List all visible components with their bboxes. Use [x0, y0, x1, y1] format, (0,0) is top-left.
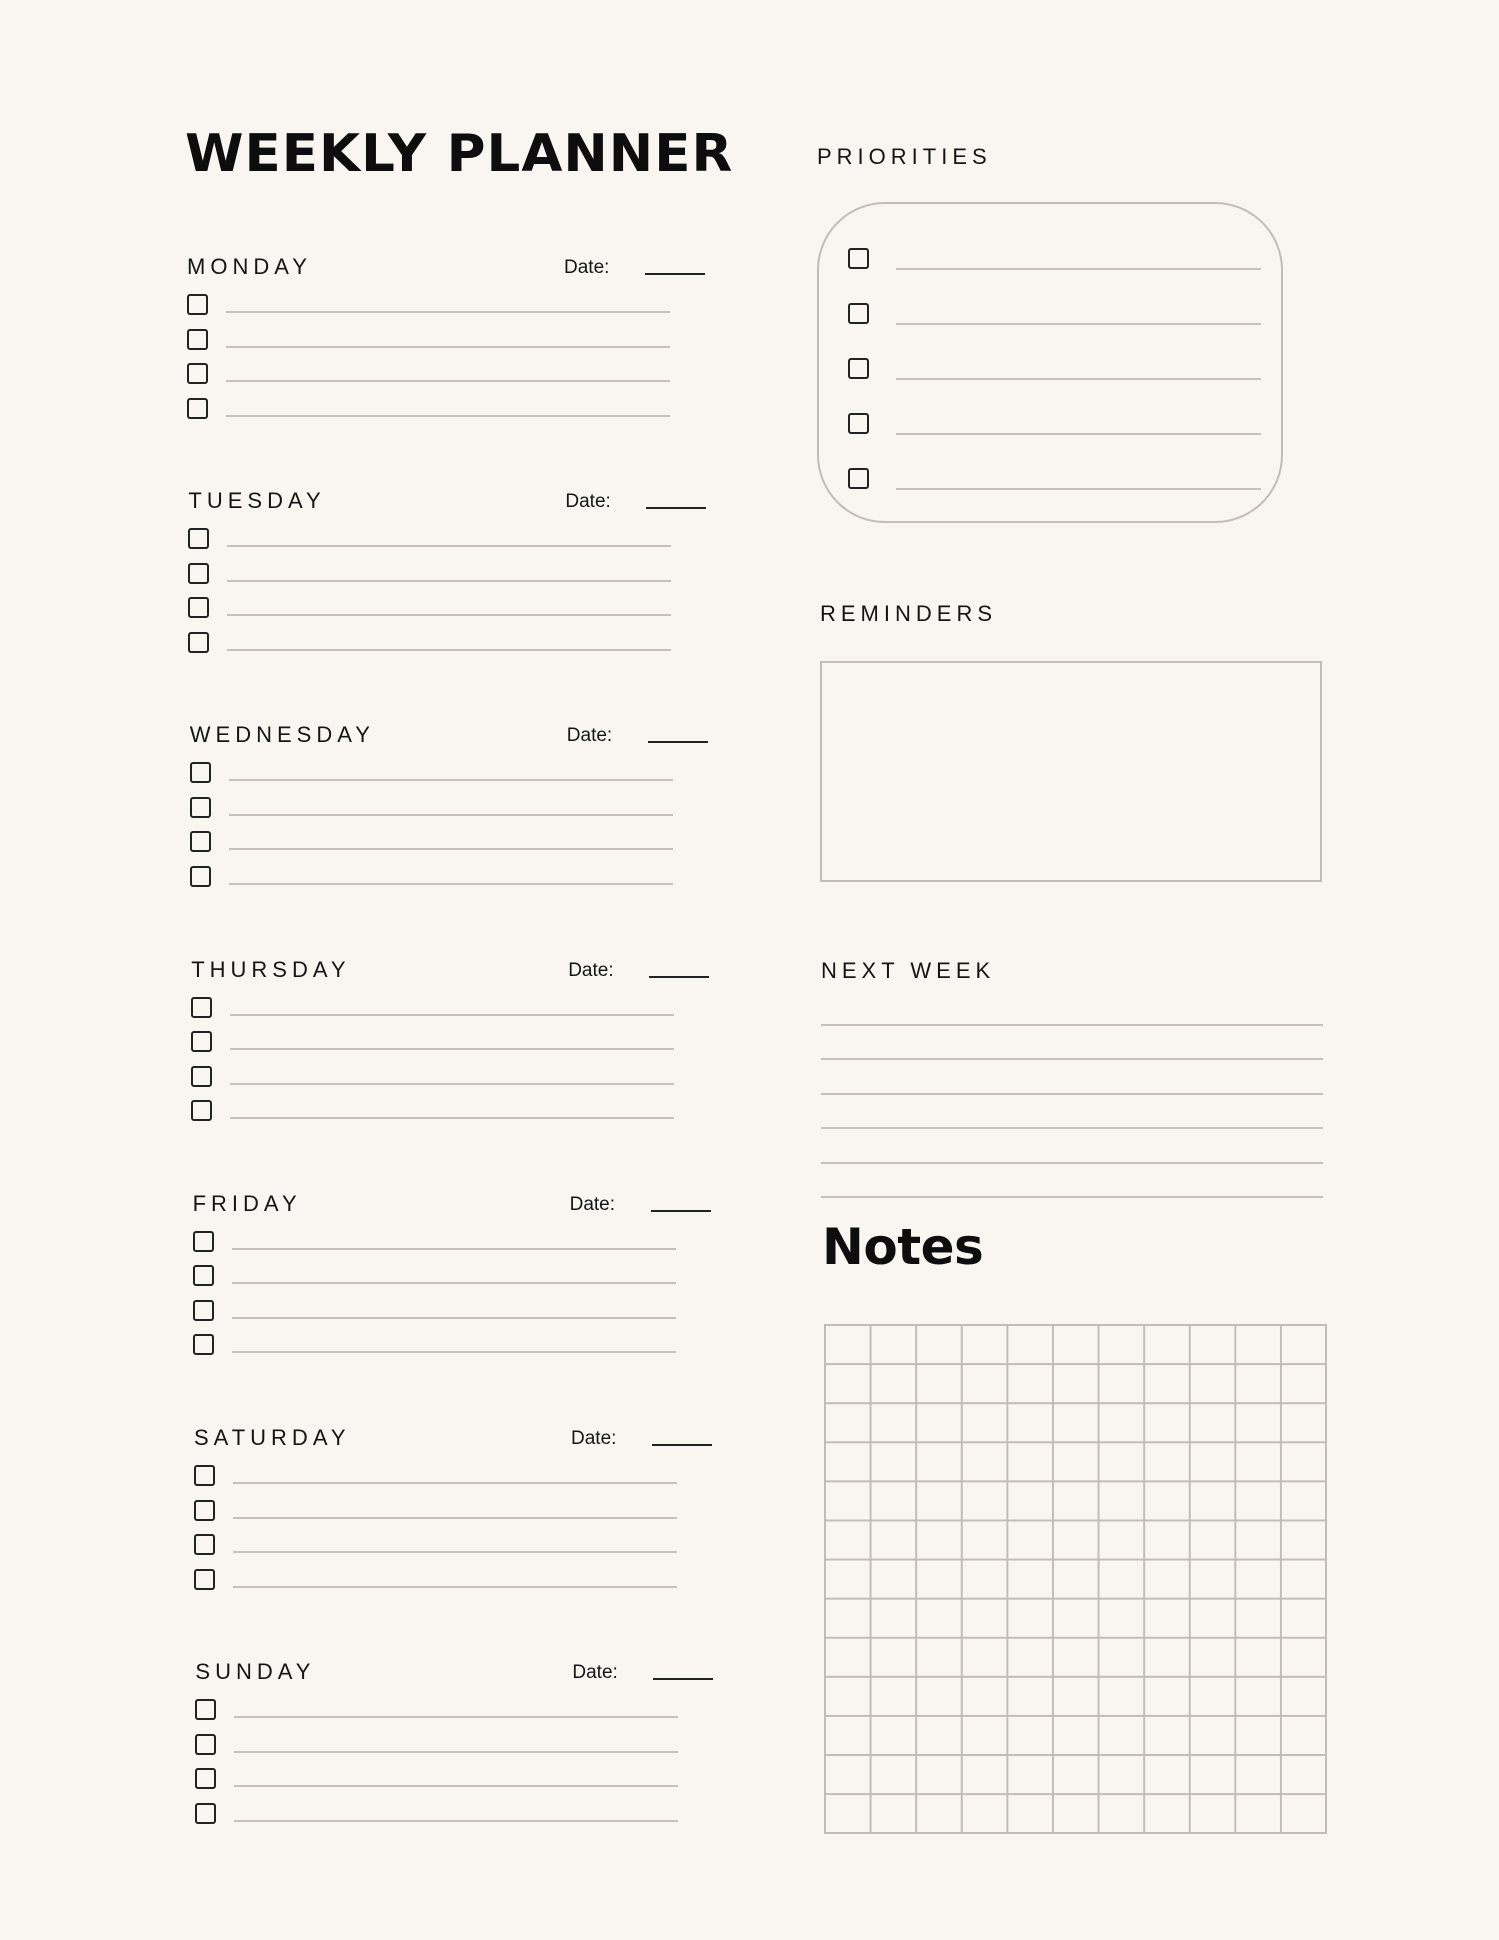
task-checkbox[interactable] — [195, 1803, 216, 1824]
task-checkbox[interactable] — [193, 1334, 214, 1355]
task-checkbox[interactable] — [187, 294, 208, 315]
task-checkbox[interactable] — [194, 1534, 215, 1555]
day-label: MONDAY — [187, 254, 312, 279]
date-field[interactable] — [649, 976, 709, 978]
task-line[interactable] — [227, 649, 671, 651]
task-checkbox[interactable] — [188, 528, 209, 549]
task-checkbox[interactable] — [193, 1231, 214, 1252]
day-label: WEDNESDAY — [189, 722, 375, 748]
date-label: Date: — [564, 257, 610, 278]
task-checkbox[interactable] — [195, 1734, 216, 1755]
date-field[interactable] — [653, 1678, 713, 1680]
priority-checkbox[interactable] — [848, 358, 869, 379]
task-line[interactable] — [233, 1551, 677, 1553]
next-week-heading: NEXT WEEK — [821, 958, 996, 983]
task-line[interactable] — [229, 848, 673, 850]
date-field[interactable] — [648, 741, 708, 743]
task-checkbox[interactable] — [188, 563, 209, 584]
date-label: Date: — [572, 1662, 618, 1684]
priority-checkbox[interactable] — [848, 248, 869, 269]
task-checkbox[interactable] — [195, 1768, 216, 1789]
priority-line[interactable] — [896, 488, 1261, 490]
day-label: SATURDAY — [194, 1425, 351, 1450]
next-week-line[interactable] — [821, 1058, 1323, 1060]
reminders-box[interactable] — [820, 661, 1322, 882]
task-line[interactable] — [230, 1083, 674, 1085]
priorities-box — [817, 202, 1283, 523]
task-line[interactable] — [233, 1586, 677, 1588]
reminders-heading: REMINDERS — [820, 601, 998, 626]
next-week-line[interactable] — [821, 1127, 1323, 1129]
task-line[interactable] — [233, 1517, 677, 1519]
task-line[interactable] — [226, 346, 670, 348]
priority-line[interactable] — [896, 378, 1261, 380]
date-field[interactable] — [646, 507, 706, 509]
task-line[interactable] — [226, 311, 670, 313]
date-field[interactable] — [651, 1210, 711, 1212]
notes-grid[interactable] — [824, 1324, 1327, 1834]
next-week-line[interactable] — [821, 1093, 1323, 1095]
next-week-line[interactable] — [821, 1024, 1323, 1026]
task-line[interactable] — [229, 779, 673, 781]
task-checkbox[interactable] — [191, 997, 212, 1018]
task-checkbox[interactable] — [191, 1066, 212, 1087]
task-checkbox[interactable] — [190, 797, 211, 818]
task-line[interactable] — [227, 614, 671, 616]
task-line[interactable] — [233, 1482, 677, 1484]
task-line[interactable] — [230, 1117, 674, 1119]
task-checkbox[interactable] — [190, 866, 211, 887]
task-checkbox[interactable] — [187, 363, 208, 384]
task-line[interactable] — [234, 1820, 678, 1822]
task-line[interactable] — [226, 415, 670, 417]
task-line[interactable] — [232, 1282, 676, 1284]
task-checkbox[interactable] — [190, 831, 211, 852]
priority-checkbox[interactable] — [848, 413, 869, 434]
date-label: Date: — [569, 1193, 616, 1215]
page-title: WEEKLY PLANNER — [185, 124, 734, 184]
task-line[interactable] — [234, 1751, 678, 1753]
task-checkbox[interactable] — [193, 1300, 214, 1321]
task-checkbox[interactable] — [194, 1500, 215, 1521]
task-line[interactable] — [227, 545, 671, 547]
priority-line[interactable] — [896, 268, 1261, 270]
priority-checkbox[interactable] — [848, 303, 869, 324]
task-checkbox[interactable] — [187, 398, 208, 419]
task-checkbox[interactable] — [193, 1265, 214, 1286]
notes-heading: Notes — [822, 1218, 984, 1276]
priorities-heading: PRIORITIES — [817, 144, 992, 169]
date-field[interactable] — [645, 273, 705, 275]
date-label: Date: — [566, 725, 613, 747]
task-checkbox[interactable] — [195, 1699, 216, 1720]
task-checkbox[interactable] — [188, 632, 209, 653]
next-week-line[interactable] — [821, 1196, 1323, 1198]
task-line[interactable] — [232, 1248, 676, 1250]
task-line[interactable] — [234, 1785, 678, 1787]
task-line[interactable] — [230, 1048, 674, 1050]
task-line[interactable] — [232, 1351, 676, 1353]
day-label: TUESDAY — [188, 488, 326, 514]
day-label: FRIDAY — [192, 1190, 302, 1216]
day-label: THURSDAY — [191, 956, 351, 982]
priority-line[interactable] — [896, 323, 1261, 325]
task-checkbox[interactable] — [194, 1569, 215, 1590]
task-line[interactable] — [230, 1014, 674, 1016]
task-checkbox[interactable] — [191, 1100, 212, 1121]
priority-line[interactable] — [896, 433, 1261, 435]
date-label: Date: — [565, 491, 611, 513]
task-line[interactable] — [234, 1716, 678, 1718]
day-label: SUNDAY — [195, 1659, 316, 1685]
task-checkbox[interactable] — [194, 1465, 215, 1486]
date-label: Date: — [568, 959, 614, 981]
task-line[interactable] — [226, 380, 670, 382]
date-field[interactable] — [652, 1444, 712, 1446]
task-line[interactable] — [232, 1317, 676, 1319]
priority-checkbox[interactable] — [848, 468, 869, 489]
task-checkbox[interactable] — [187, 329, 208, 350]
next-week-line[interactable] — [821, 1162, 1323, 1164]
date-label: Date: — [571, 1428, 617, 1449]
task-checkbox[interactable] — [191, 1031, 212, 1052]
task-line[interactable] — [229, 814, 673, 816]
task-line[interactable] — [229, 883, 673, 885]
task-line[interactable] — [227, 580, 671, 582]
task-checkbox[interactable] — [188, 597, 209, 618]
task-checkbox[interactable] — [190, 762, 211, 783]
